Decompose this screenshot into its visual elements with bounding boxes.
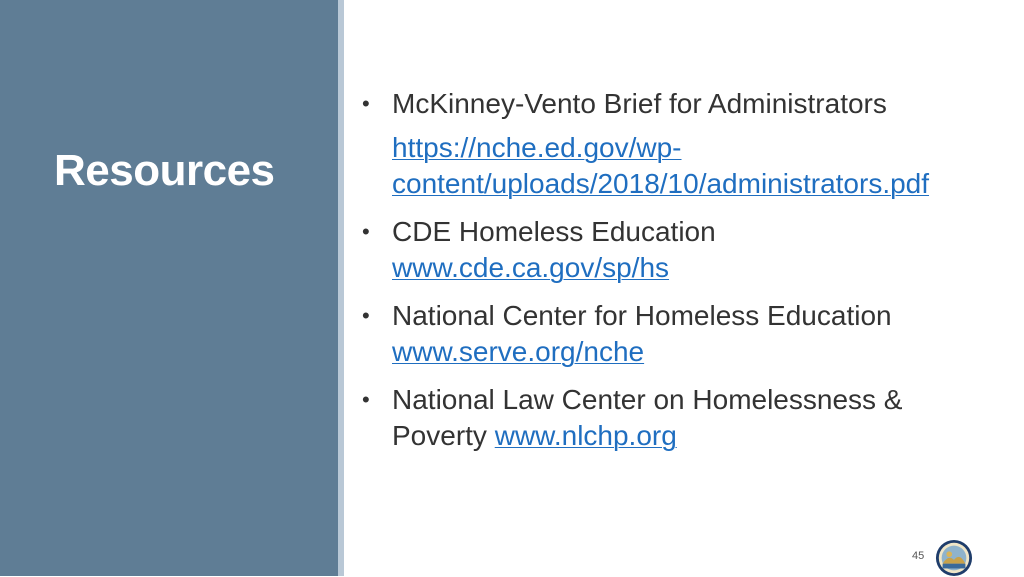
resource-title-cont: Poverty xyxy=(392,420,487,451)
resource-list xyxy=(362,86,982,466)
resource-item-cde xyxy=(362,214,982,286)
link-line: content/uploads/2018/10/administrators.pdf xyxy=(392,168,930,199)
bullet-icon: • xyxy=(362,219,370,244)
side-panel xyxy=(0,0,338,576)
bullet-icon: • xyxy=(362,303,370,328)
resource-title: National Law Center on Homelessness & xyxy=(392,384,903,415)
resource-link-serve[interactable]: www.serve.org/nche xyxy=(392,336,645,367)
slide-title: Resources xyxy=(54,146,275,195)
resource-link-cde[interactable]: www.cde.ca.gov/sp/hs xyxy=(392,252,670,283)
resource-item-mckinney-vento xyxy=(362,86,982,202)
resource-title: McKinney-Vento Brief for Administrators xyxy=(392,88,887,119)
resource-item-nlchp xyxy=(362,382,982,454)
bullet-icon: • xyxy=(362,91,370,116)
resource-link-nlchp[interactable]: www.nlchp.org xyxy=(494,420,677,451)
page-number: 45 xyxy=(912,550,925,562)
resource-title: National Center for Homeless Education xyxy=(392,300,892,331)
side-stripe xyxy=(338,0,344,576)
resource-title: CDE Homeless Education xyxy=(392,216,716,247)
resource-link-nche-brief[interactable] xyxy=(392,130,982,202)
link-line: https://nche.ed.gov/wp- xyxy=(392,132,682,163)
resource-item-nche xyxy=(362,298,982,370)
state-seal-icon xyxy=(935,539,973,577)
bullet-icon: • xyxy=(362,387,370,412)
